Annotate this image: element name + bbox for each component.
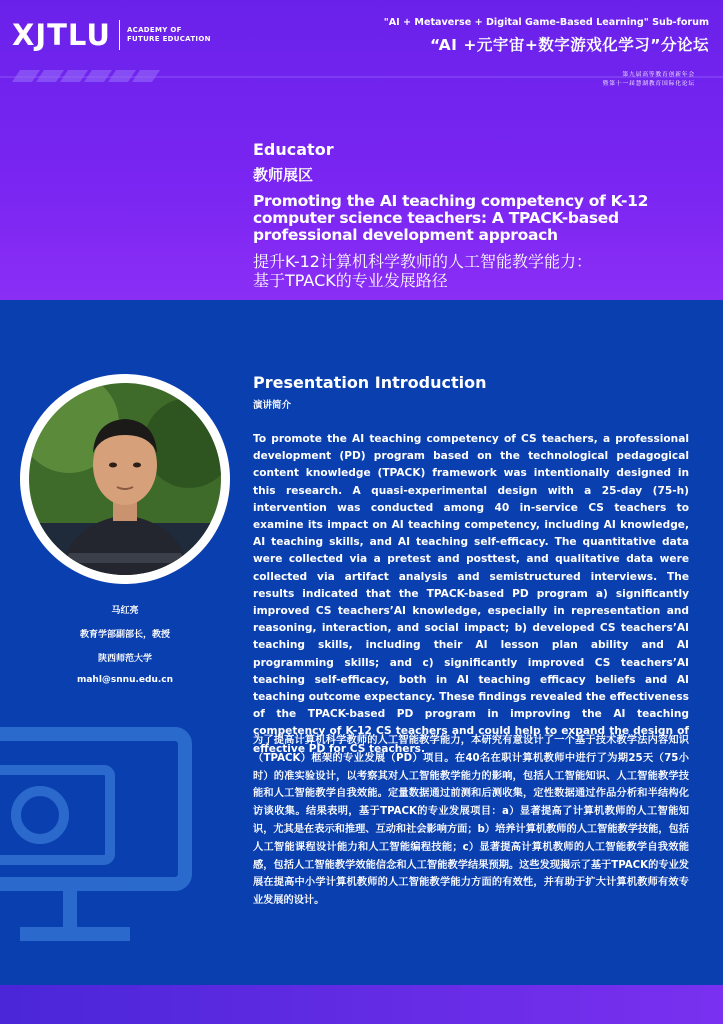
logo-divider <box>119 20 120 50</box>
presenter-email: mahl@snnu.edu.cn <box>76 675 174 685</box>
subforum-title-en: "AI + Metaverse + Digital Game-Based Learning" Sub-forum <box>383 17 709 28</box>
presenter-photo-frame <box>20 374 230 584</box>
presenter-photo <box>29 383 221 575</box>
subforum-title-zh: “AI +元宇宙+数字游戏化学习”分论坛 <box>429 36 709 54</box>
footer-band <box>0 985 723 1024</box>
presenter-position: 教育学部副部长，教授 <box>79 630 170 640</box>
monitor-icon <box>0 720 220 990</box>
intro-body-en: To promote the AI teaching competency of CS teachers, a professional development (PD) program based on the technological pedagogical content knowledge (TPACK) framework was intentionally designed in this research. A quasi-experimental design with a 25-day (75-h) intervention was conducted among 40 in-service CS teachers to examine its impact on AI teaching competency, including AI knowledge, AI teaching skills, and AI teaching self-efficacy. The quantitative data were collected via a pretest and posttest, and qualitative data were collected via artifact analysis and semistructured interviews. The results indicated that the TPACK-based PD program a) significantly improved CS teachers’AI knowledge, especially in representation and reasoning, interaction, and social impact; b) developed CS teachers’AI teaching skills, including their AI lesson plan ability and AI programming skills; and c) significantly improved CS teachers’AI teaching self-efficacy, both in AI teaching efficacy beliefs and AI teaching outcome expectancy. These findings revealed the effectiveness of the TPACK-based PD program in improving the AI teaching competency of K-12 CS teachers and could help to expand the design of effective PD for CS teachers. <box>253 433 689 755</box>
presenter-affiliation: 陕西师范大学 <box>97 654 152 664</box>
logo-subtitle: ACADEMY OF FUTURE EDUCATION <box>126 26 211 43</box>
logo-text: XJTLU <box>12 18 111 52</box>
presenter-name: 马红亮 <box>111 606 139 616</box>
xjtlu-logo <box>12 18 211 52</box>
role-zh: 教师展区 <box>253 166 314 184</box>
intro-heading-en: Presentation Introduction <box>253 373 487 392</box>
intro-body-zh: 为了提高计算机科学教师的人工智能教学能力，本研究有意设计了一个基于技术教学法内容知识（TPACK）框架的专业发展（PD）项目。在40名在职计算机教师中进行了为期25天（75小时）的准实验设计，以考察其对人工智能教学能力的影响，包括人工智能知识、人工智能教学技能和人工智能教学自我效能。定量数据通过前测和后测收集，定性数据通过作品分析和半结构化访谈收集。结果表明，基于TPACK的专业发展项目：a）显著提高了计算机教师的人工智能知识，尤其是在表示和推理、互动和社会影响方面；b）培养计算机教师的人工智能教学技能，包括人工智能课程设计能力和人工智能编程技能；c）显著提高计算机教师的人工智能教学自我效能感，包括人工智能教学效能信念和人工智能教学结果预期。这些发现揭示了基于TPACK的专业发展在提高中小学计算机教师的人工智能教学能力方面的有效性，并有助于扩大计算机教师有效专业发展的设计。 <box>253 735 689 907</box>
intro-heading-zh: 演讲简介 <box>253 400 292 411</box>
subforum-title <box>384 17 709 55</box>
conference-name: 第九届高等教育创新年会 暨第十一届慧湖教育国际化论坛 <box>602 72 695 87</box>
presenter-info <box>30 603 220 696</box>
role-en: Educator <box>253 140 334 159</box>
talk-title-zh: 提升K-12计算机科学教师的人工智能教学能力： 基于TPACK的专业发展路径 <box>253 252 592 290</box>
talk-title-en: Promoting the AI teaching competency of K-12 computer science teachers: A TPACK-based professional development approach <box>253 192 649 244</box>
